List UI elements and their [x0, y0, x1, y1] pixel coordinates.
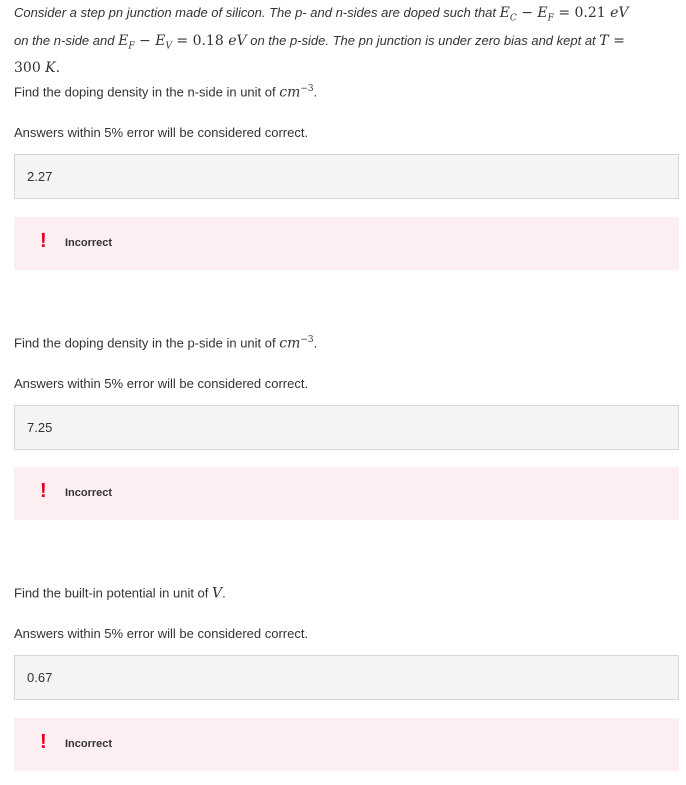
- feedback-text: Incorrect: [65, 738, 113, 750]
- tolerance-note: Answers within 5% error will be considered correct.: [14, 125, 309, 140]
- answer-value: 2.27: [27, 169, 53, 184]
- answer-field[interactable]: [14, 154, 679, 199]
- answer-value: 7.25: [27, 420, 53, 435]
- answer-value: 0.67: [27, 670, 53, 685]
- answer-field[interactable]: [14, 405, 679, 450]
- problem-statement: Consider a step pn junction made of silicon. The p- and n-sides are doped such that $E_C - E_F = 0.21$ eV on the n-side and $E_F - E_V = 0.18$ eV on the p-side. The pn junction is under zero bias and kept at T = 300 K.: [14, 5, 629, 77]
- feedback-text: Incorrect: [65, 237, 113, 249]
- feedback-banner: [14, 217, 679, 270]
- question-page: [14, 0, 679, 753]
- question-prompt: Find the built-in potential in unit of V.: [14, 585, 226, 602]
- feedback-banner: [14, 467, 679, 520]
- feedback-text: Incorrect: [65, 487, 113, 499]
- question-prompt: Find the doping density in the p-side in unit of $cm^{-3}$.: [14, 335, 318, 352]
- exclamation-icon: !: [40, 230, 47, 252]
- tolerance-note: Answers within 5% error will be considered correct.: [14, 626, 309, 641]
- exclamation-icon: !: [40, 731, 47, 753]
- answer-field[interactable]: [14, 655, 679, 700]
- exclamation-icon: !: [40, 480, 47, 502]
- question-prompt: Find the doping density in the n-side in unit of $cm^{-3}$.: [14, 84, 318, 101]
- feedback-banner: [14, 718, 679, 771]
- tolerance-note: Answers within 5% error will be considered correct.: [14, 376, 309, 391]
